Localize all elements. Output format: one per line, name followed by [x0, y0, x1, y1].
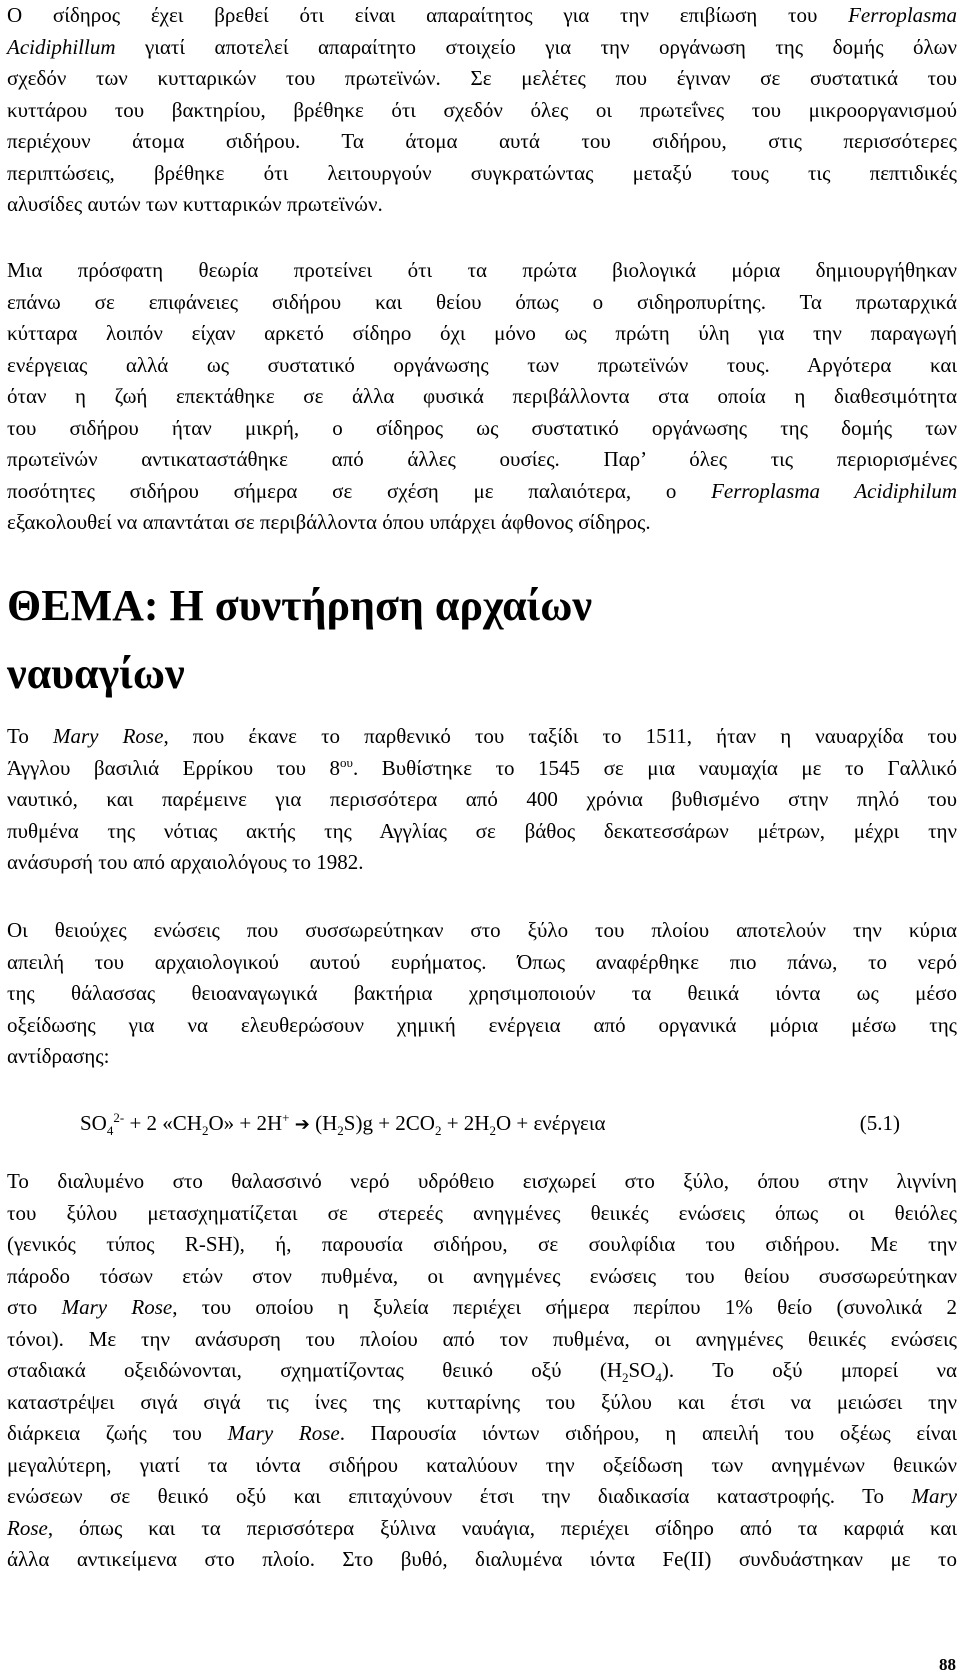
- paragraph-theory: [7, 255, 957, 539]
- text-line: περιπτώσεις, βρέθηκε ότι λειτουργούν συγκρατώντας μεταξύ τους τις πεπτιδικές: [7, 160, 957, 185]
- ship-name: Mary Rose: [227, 1421, 340, 1445]
- text-line: περιέχουν άτομα σιδήρου. Τα άτομα αυτά του σιδήρου, στις περισσότερες: [7, 129, 957, 153]
- paragraph-sulfur-threat: [7, 915, 957, 1073]
- ship-name: Mary: [911, 1484, 957, 1508]
- text-line: πυθμένα της νότιας ακτής της Αγγλίας σε βάθος δεκατεσσάρων μέτρων, μέχρι την: [7, 818, 957, 843]
- text-line: ανάσυρσή του από αρχαιολόγους το 1982.: [7, 850, 364, 874]
- heading-line: ΘΕΜΑ: Η συντήρηση αρχαίων: [7, 581, 593, 630]
- ship-name: Mary Rose: [61, 1295, 173, 1319]
- text-line: [7, 1481, 957, 1513]
- ordinal-superscript: ου: [340, 754, 353, 770]
- eq-part: + 2 «CH: [124, 1111, 202, 1135]
- chemical-equation: [80, 1108, 900, 1140]
- text-line: μεγαλύτερη, γιατί τα ιόντα σιδήρου καταλύουν την οξείδωση των ανηγμένων θειικών: [7, 1452, 957, 1477]
- text-line: όταν η ζωή επεκτάθηκε σε άλλα φυσικά περιβάλλοντα στα οποία η διαθεσιμότητα: [7, 384, 957, 408]
- text-line: κύτταρα λοιπόν είχαν αρκετό σίδηρο όχι μόνο ως πρώτη ύλη για την παραγωγή: [7, 321, 957, 345]
- text-line: [7, 476, 957, 508]
- text-line: οξείδωσης για να ελευθερώσουν χημική ενέργεια από οργανικά μόρια μέσω της: [7, 1012, 957, 1037]
- eq-subscript: 2: [337, 1123, 344, 1139]
- eq-subscript: 2: [434, 1123, 442, 1139]
- eq-part: S)g + 2CO: [343, 1111, 435, 1135]
- text-line: αλυσίδες αυτών των κυτταρικών πρωτεϊνών.: [7, 192, 383, 216]
- text-line: [7, 32, 957, 64]
- heading-line: ναυαγίων: [7, 649, 185, 698]
- text-run: , που έκανε το παρθενικό του ταξίδι το 1511, ήταν η ναυαρχίδα του: [163, 724, 957, 748]
- text-run: ενώσεων σε θειικό οξύ και επιταχύνουν έτσι την διαδικασία καταστροφής. Το: [7, 1484, 912, 1508]
- text-run: SO: [628, 1358, 656, 1382]
- text-line: απειλή του αρχαιολογικού αυτού ευρήματος. Όπως αναφέρθηκε πιο πάνω, το νερό: [7, 949, 957, 974]
- eq-subscript: 2: [201, 1123, 209, 1139]
- text-run: διάρκεια ζωής του: [7, 1421, 228, 1445]
- equation-formula: [80, 1108, 606, 1140]
- text-line: Το διαλυμένο στο θαλασσινό νερό υδρόθειο εισχωρεί στο ξύλο, όπου στην λιγνίνη: [7, 1169, 957, 1193]
- paragraph-iron-survival: [7, 0, 957, 221]
- formula-subscript: 2: [622, 1370, 629, 1386]
- ship-name: Mary Rose: [53, 724, 164, 748]
- eq-part: O + ενέργεια: [495, 1111, 606, 1135]
- eq-part: (H: [309, 1111, 338, 1135]
- text-run: . Βυθίστηκε το 1545 σε μια ναυμαχία με το Γαλλικό: [352, 755, 957, 780]
- text-run: στο: [7, 1295, 62, 1319]
- text-run: ). Το οξύ μπορεί να: [661, 1358, 957, 1382]
- text-line: ενέργειας αλλά ως συστατικό οργάνωσης των πρωτεϊνών τους. Αργότερα και: [7, 352, 957, 377]
- text-line: επάνω σε επιφάνειες σιδήρου και θείου όπως ο σιδηροπυρίτης. Τα πρωταρχικά: [7, 289, 957, 314]
- paragraph-mary-rose: [7, 721, 957, 879]
- text-line: [7, 1418, 957, 1450]
- text-line: [7, 1355, 957, 1387]
- section-heading: [7, 572, 957, 708]
- text-line: της θάλασσας θειοαναγωγικά βακτήρια χρησιμοποιούν τα θειικά ιόντα ως μέσο: [7, 981, 957, 1005]
- text-line: [7, 1292, 957, 1324]
- text-line: άλλα αντικείμενα στο πλοίο. Στο βυθό, διαλυμένα ιόντα Fe(II) συνδυάστηκαν με το: [7, 1547, 957, 1571]
- text-line: [7, 0, 957, 32]
- eq-subscript: 4: [106, 1123, 114, 1139]
- equation-number: (5.1): [859, 1111, 900, 1135]
- eq-superscript: +: [282, 1110, 290, 1125]
- page-number: 88: [939, 1655, 956, 1674]
- eq-part: O» + 2H: [208, 1111, 283, 1135]
- text-run: Άγγλου βασιλιά Ερρίκου του 8: [7, 755, 341, 780]
- text-line: Μια πρόσφατη θεωρία προτείνει ότι τα πρώτα βιολογικά μόρια δημιουργήθηκαν: [7, 258, 957, 282]
- species-name: Acidiphillum: [7, 34, 116, 59]
- eq-superscript: 2-: [113, 1110, 125, 1125]
- text-line: πρωτεϊνών αντικαταστάθηκε από άλλες ουσίες. Παρ’ όλες τις περιορισμένες: [7, 447, 957, 471]
- text-run: , του οποίου η ξυλεία περιέχει σήμερα περίπου 1% θείο (συνολικά 2: [172, 1295, 958, 1319]
- eq-part: SO: [80, 1111, 107, 1135]
- eq-part: + 2H: [441, 1111, 490, 1135]
- text-line: (γενικός τύπος R-SH), ή, παρουσία σιδήρου, σε σουλφίδια του σιδήρου. Με την: [7, 1232, 957, 1256]
- text-line: του ξύλου μετασχηματίζεται σε στερεές ανηγμένες θειικές ενώσεις όπως οι θειόλες: [7, 1200, 957, 1225]
- text-line: του σιδήρου ήταν μικρή, ο σίδηρος ως συστατικό οργάνωσης της δομής των: [7, 415, 957, 440]
- text-line: αντίδρασης:: [7, 1044, 110, 1068]
- text-line: [7, 753, 957, 785]
- text-line: σχεδόν των κυτταρικών του πρωτεϊνών. Σε μελέτες που έγιναν σε συστατικά του: [7, 66, 957, 90]
- arrow-right-icon: ➔: [294, 1114, 310, 1135]
- text-line: κυττάρου του βακτηρίου, βρέθηκε ότι σχεδόν όλες οι πρωτεΐνες του μικροοργανισμού: [7, 97, 957, 122]
- text-line: Οι θειούχες ενώσεις που συσσωρεύτηκαν στο ξύλο του πλοίου αποτελούν την κύρια: [7, 918, 957, 942]
- text-run: , όπως και τα περισσότερα ξύλινα ναυάγια, περιέχει σίδηρο από τα καρφιά και: [47, 1515, 957, 1540]
- text-line: [7, 1513, 957, 1545]
- text-run: ποσότητες σιδήρου σήμερα σε σχέση με παλαιότερα, ο: [7, 478, 712, 503]
- text-line: πάροδο τόσων ετών στον πυθμένα, οι ανηγμένες ενώσεις του θείου συσσωρεύτηκαν: [7, 1263, 957, 1288]
- paragraph-oxidation: [7, 1166, 957, 1576]
- text-run: Το: [7, 724, 53, 748]
- text-run: γιατί αποτελεί απαραίτητο στοιχείο για την οργάνωση της δομής όλων: [115, 34, 957, 59]
- text-line: [7, 721, 957, 753]
- ship-name: Rose: [7, 1515, 48, 1540]
- text-line: τόνοι). Με την ανάσυρση του πλοίου από τον πυθμένα, οι ανηγμένες θειικές ενώσεις: [7, 1326, 957, 1351]
- formula-subscript: 4: [655, 1370, 662, 1386]
- text-line: ναυτικό, και παρέμεινε για περισσότερα από 400 χρόνια βυθισμένο στην πηλό του: [7, 787, 957, 811]
- species-name: Ferroplasma Acidiphilum: [711, 478, 957, 503]
- species-name: Ferroplasma: [848, 3, 957, 27]
- text-run: σταδιακά οξειδώνονται, σχηματίζοντας θειικό οξύ (H: [7, 1358, 623, 1382]
- text-line: καταστρέψει σιγά σιγά τις ίνες της κυτταρίνης του ξύλου και έτσι να μειώσει την: [7, 1389, 957, 1414]
- text-run: Ο σίδηρος έχει βρεθεί ότι είναι απαραίτητος για την επιβίωση του: [7, 3, 849, 27]
- text-line: εξακολουθεί να απαντάται σε περιβάλλοντα όπου υπάρχει άφθονος σίδηρος.: [7, 510, 651, 534]
- eq-subscript: 2: [489, 1123, 496, 1139]
- text-run: . Παρουσία ιόντων σιδήρου, η απειλή του οξέως είναι: [339, 1421, 958, 1445]
